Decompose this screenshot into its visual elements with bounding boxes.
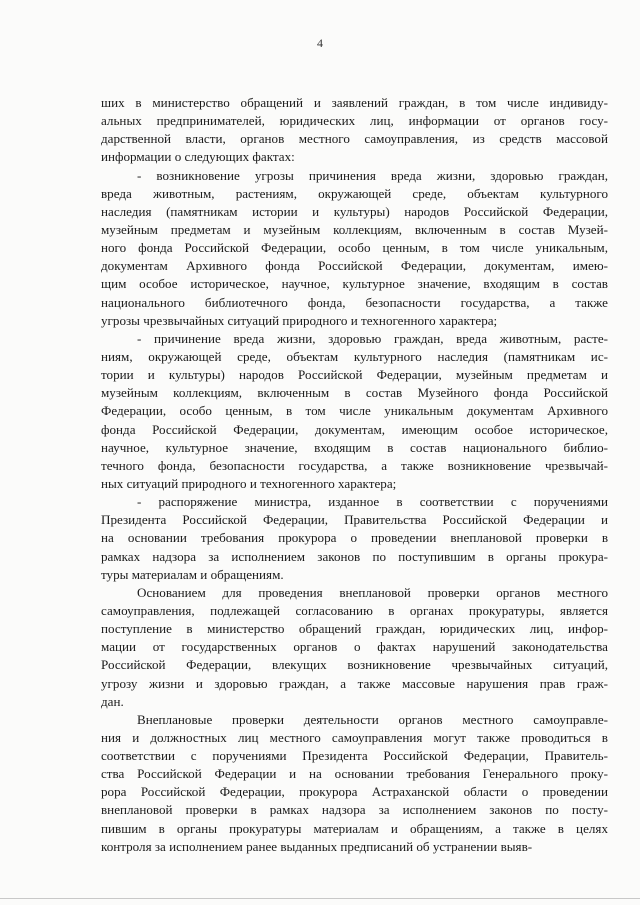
page-number: 4 bbox=[317, 36, 323, 50]
text-line: ния и должностных лиц местного самоуправления могут также проводиться в bbox=[101, 729, 608, 745]
text-line: - причинение вреда жизни, здоровью граждан, вреда животным, расте- bbox=[137, 330, 608, 346]
text-line: наследия (памятникам истории и культуры) народов Российской Федерации, bbox=[101, 203, 608, 219]
text-line: Внеплановые проверки деятельности органов местного самоуправле- bbox=[137, 711, 608, 727]
text-line: угрозу жизни и здоровью граждан, а также массовые нарушения прав граж- bbox=[101, 675, 608, 691]
paragraph bbox=[101, 330, 608, 493]
text-line: мации от государственных органов о фактах нарушений законодательства bbox=[101, 639, 608, 655]
paragraph bbox=[101, 493, 608, 584]
text-line: течного фонда, безопасности государства, а также возникновение чрезвычай- bbox=[101, 457, 608, 473]
text-line: национального библиотечного фонда, безопасности государства, а также bbox=[101, 294, 608, 310]
text-line: угрозы чрезвычайных ситуаций природного и техногенного характера; bbox=[101, 312, 498, 328]
text-line: ства Российской Федерации и на основании требования Генерального проку- bbox=[101, 766, 608, 782]
text-line: тории и культуры) народов Российской Федерации, музейным предметам и bbox=[101, 367, 608, 383]
text-line: Федерации, особо ценным, в том числе уникальным документам Архивного bbox=[101, 403, 608, 419]
text-line: музейным коллекциям, включенным в состав Музейного фонда Российской bbox=[101, 385, 608, 401]
text-line: рора Российской Федерации, прокурора Астраханской области о проведении bbox=[101, 784, 608, 800]
text-line: поступление в министерство обращений граждан, юридических лиц, инфор- bbox=[101, 621, 608, 637]
text-line: рамках надзора за исполнением законов по поступившим в органы прокура- bbox=[101, 548, 608, 564]
text-line: щим особое историческое, научное, культурное значение, входящим в состав bbox=[101, 276, 608, 292]
paragraph bbox=[101, 584, 608, 711]
text-line: туры материалам и обращениям. bbox=[101, 566, 284, 582]
text-line: ного фонда Российской Федерации, особо ценным, в том числе уникальным, bbox=[101, 240, 608, 256]
text-line: альных предпринимателей, юридических лиц, информации от органов госу- bbox=[101, 113, 608, 129]
text-line: документам Архивного фонда Российской Федерации, документам, имею- bbox=[101, 258, 608, 274]
text-line: контроля за исполнением ранее выданных предписаний об устранении выяв- bbox=[101, 838, 533, 854]
text-line: дарственной власти, органов местного самоуправления, из средств массовой bbox=[101, 131, 608, 147]
text-line: Основанием для проведения внеплановой проверки органов местного bbox=[137, 584, 608, 600]
text-line: Российской Федерации, влекущих возникновение чрезвычайных ситуаций, bbox=[101, 657, 608, 673]
text-line: вреда животным, растениям, окружающей среде, объектам культурного bbox=[101, 185, 608, 201]
text-line: Президента Российской Федерации, Правительства Российской Федерации и bbox=[101, 512, 608, 528]
page-bottom-edge bbox=[0, 898, 640, 899]
text-line: дан. bbox=[101, 693, 124, 709]
text-line: на основании требования прокурора о проведении внеплановой проверки в bbox=[101, 530, 608, 546]
paragraph bbox=[101, 167, 608, 330]
text-line: - возникновение угрозы причинения вреда жизни, здоровью граждан, bbox=[137, 167, 608, 183]
text-line: ших в министерство обращений и заявлений граждан, в том числе индивиду- bbox=[101, 95, 608, 110]
text-line: - распоряжение министра, изданное в соответствии с поручениями bbox=[137, 494, 608, 510]
text-line: научное, культурное значение, входящим в состав национального библио- bbox=[101, 439, 608, 455]
text-line: ных ситуаций природного и техногенного характера; bbox=[101, 475, 397, 491]
paragraph bbox=[101, 711, 608, 856]
paragraph bbox=[101, 94, 608, 167]
text-line: музейным предметам и музейным коллекциям, включенным в состав Музей- bbox=[101, 221, 608, 237]
text-line: фонда Российской Федерации, документам, имеющим особое историческое, bbox=[101, 421, 608, 437]
text-line: соответствии с поручениями Президента Российской Федерации, Правитель- bbox=[101, 748, 608, 764]
text-line: внеплановой проверки в рамках надзора за исполнением законов по посту- bbox=[101, 802, 608, 818]
text-line: ниям, окружающей среде, объектам культурного наследия (памятникам ис- bbox=[101, 348, 608, 364]
text-line: информации о следующих фактах: bbox=[101, 149, 295, 165]
text-line: самоуправления, подлежащей согласованию в органах прокуратуры, является bbox=[101, 602, 608, 618]
body-text bbox=[101, 94, 608, 856]
text-line: пившим в органы прокуратуры материалам и обращениям, а также в целях bbox=[101, 820, 608, 836]
